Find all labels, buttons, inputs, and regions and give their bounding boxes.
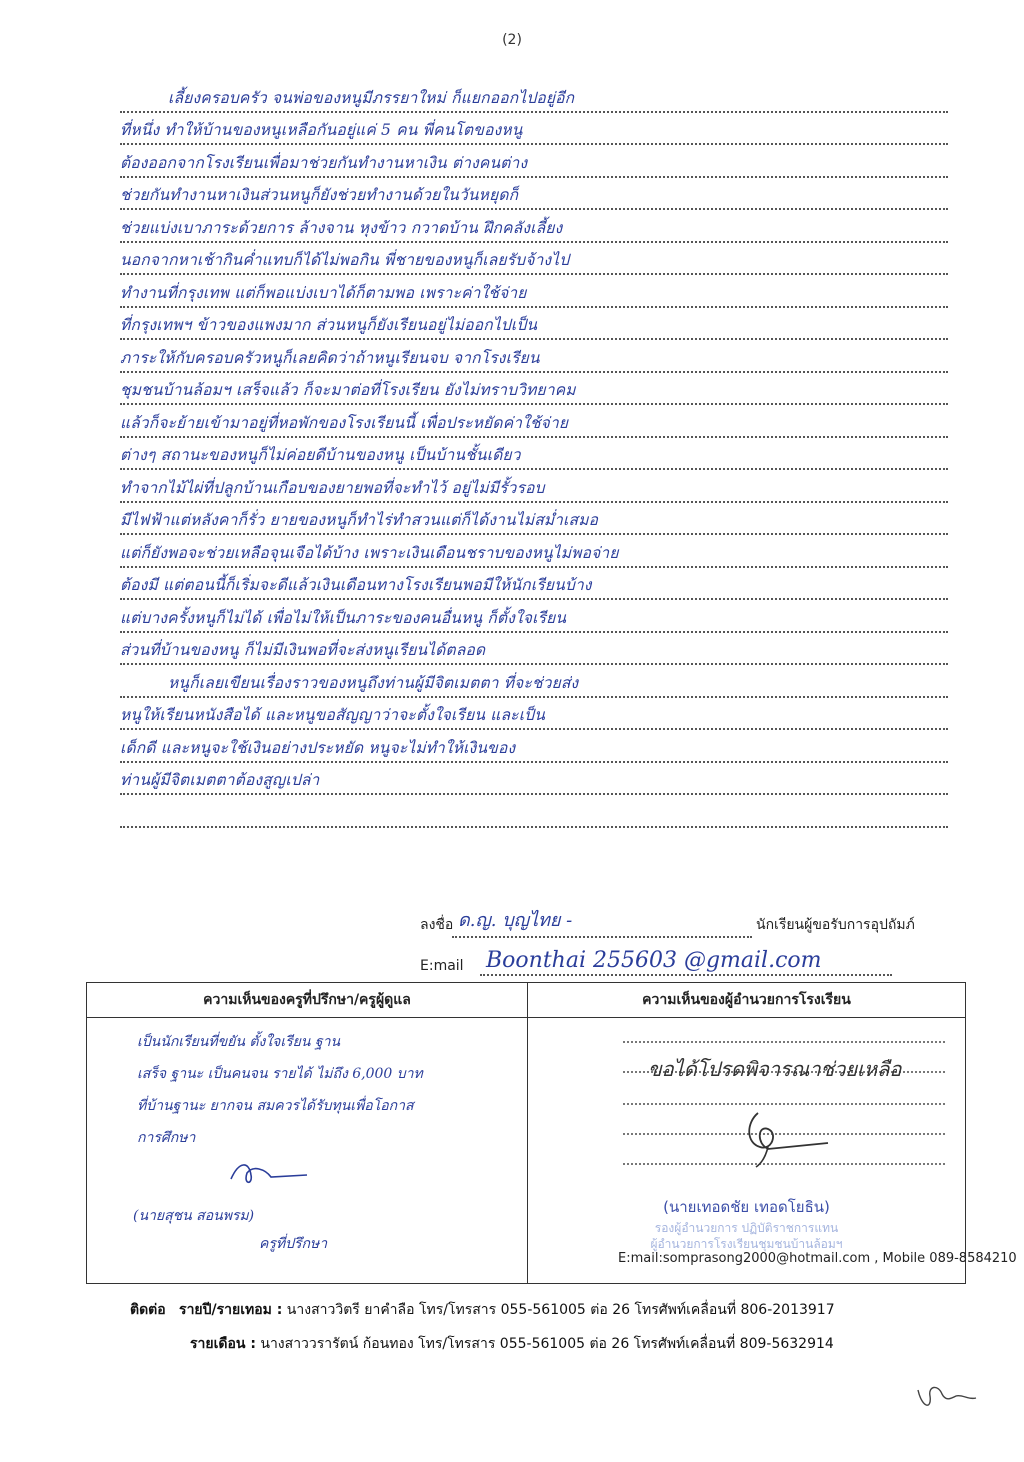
essay-line [120, 665, 948, 698]
signature-label: ลงชื่อ [420, 917, 454, 933]
essay-line [120, 275, 948, 308]
student-email-row [420, 946, 960, 976]
advisor-opinion-header: ความเห็นของครูที่ปรึกษา/ครูผู้ดูแล [87, 983, 527, 1018]
essay-line [120, 438, 948, 471]
essay-line-text: ท่านผู้มีจิตเมตตาต้องสูญเปล่า [120, 771, 320, 789]
advisor-comment-line: การศึกษา [137, 1130, 196, 1146]
essay-line [120, 795, 948, 828]
director-signature-mark [738, 1103, 848, 1173]
contact-prefix: ติดต่อ [130, 1302, 166, 1318]
essay-line [120, 535, 948, 568]
opinion-table [86, 982, 1017, 1284]
essay-line [120, 113, 948, 146]
advisor-comment-line: เสร็จ ฐานะ เป็นคนจน รายได้ ไม่ถึง 6,000 บาท [137, 1066, 423, 1082]
essay-line-text: ชุมชนบ้านล้อมฯ เสร็จแล้ว ก็จะมาต่อที่โรงเรียน ยังไม่ทราบวิทยาคม [120, 381, 576, 399]
essay-line-text: แต่ก็ยังพอจะช่วยเหลือจุนเจือได้บ้าง เพราะเงินเดือนชราบของหนูไม่พอจ่าย [120, 543, 619, 562]
comment-dotted-line [623, 1041, 945, 1043]
essay-line [120, 340, 948, 373]
director-opinion-column [528, 983, 1017, 1283]
essay-line-text: เด็กดี และหนูจะใช้เงินอย่างประหยัด หนูจะไม่ทำให้เงินของ [120, 738, 516, 757]
essay-line-text: หนูให้เรียนหนังสือได้ และหนูขอสัญญาว่าจะตั้งใจเรียน และเป็น [120, 706, 546, 724]
advisor-signer-name: (นายสุชน สอนพรม) [133, 1208, 255, 1224]
essay-line-text: ต้องออกจากโรงเรียนเพื่อมาช่วยกันทำงานหาเงิน ต่างคนต่าง [120, 153, 528, 172]
email-label: E:mail [420, 958, 464, 974]
essay-line-text: ต้องมี แต่ตอนนี้ก็เริ่มจะดีแล้วเงินเดือนทางโรงเรียนพอมีให้นักเรียนบ้าง [120, 576, 592, 594]
essay-line [120, 600, 948, 633]
essay-line [120, 568, 948, 601]
contact-row-monthly [130, 1331, 950, 1365]
contact-yearly-text: นางสาววิตรี ยาคำลือ โทร/โทรสาร 055-561005 ต่อ 26 โทรศัพท์เคลื่อนที่ 806-2013917 [286, 1302, 835, 1318]
essay-line [120, 503, 948, 536]
essay-line [120, 210, 948, 243]
essay-line-text: ภาระให้กับครอบครัวหนูก็เลยคิดว่าถ้าหนูเรียนจบ จากโรงเรียน [120, 348, 540, 367]
advisor-signer-role: ครูที่ปรึกษา [259, 1236, 328, 1252]
essay-line-text: แต่บางครั้งหนูก็ไม่ได้ เพื่อไม่ให้เป็นภาระของคนอื่นหนู ก็ตั้งใจเรียน [120, 608, 567, 627]
essay-body [120, 80, 948, 828]
director-stamp-org: ผู้อำนวยการโรงเรียนชุมชนบ้านล้อมฯ [650, 1237, 843, 1251]
student-email: Boonthai 255603 @gmail.com [486, 948, 822, 973]
essay-line-text: ช่วยกันทำงานหาเงินส่วนหนูก็ยังช่วยทำงานด้วยในวันหยุดก็ [120, 186, 519, 204]
essay-line [120, 405, 948, 438]
contact-section [130, 1297, 950, 1365]
essay-line [120, 373, 948, 406]
essay-line-text: เลี้ยงครอบครัว จนพ่อของหนูมีภรรยาใหม่ ก็แยกออกไปอยู่อีก [168, 88, 575, 107]
director-contact: E:mail:somprasong2000@hotmail.com , Mobile 089-8584210 [618, 1251, 1017, 1266]
student-name: ด.ญ. บุญไทย - [458, 910, 573, 931]
essay-line-text: ทำงานที่กรุงเทพ แต่ก็พอแบ่งเบาได้ก็ตามพอ เพราะค่าใช้จ่าย [120, 283, 527, 302]
essay-line [120, 145, 948, 178]
essay-line [120, 763, 948, 796]
essay-line-text: มีไฟฟ้าแต่หลังคาก็รั่ว ยายของหนูก็ทำไร่ทำสวนแต่ก็ได้งานไม่สม่ำเสมอ [120, 511, 599, 529]
essay-line-text: ช่วยแบ่งเบาภาระด้วยการ ล้างจาน หุงข้าว กวาดบ้าน ฝึกคลังเลี้ยง [120, 218, 563, 237]
advisor-signature-mark [225, 1155, 315, 1191]
essay-line [120, 470, 948, 503]
essay-line-text: ต่างๆ สถานะของหนูก็ไม่ค่อยดีบ้านของหนู เป็นบ้านชั้นเดียว [120, 446, 521, 464]
essay-line [120, 178, 948, 211]
essay-line [120, 243, 948, 276]
essay-line [120, 633, 948, 666]
essay-line [120, 730, 948, 763]
contact-yearly-label: รายปี/รายเทอม : [179, 1302, 283, 1318]
essay-line-text: หนูก็เลยเขียนเรื่องราวของหนูถึงท่านผู้มีจิตเมตตา ที่จะช่วยส่ง [168, 673, 579, 692]
essay-line [120, 698, 948, 731]
initials-mark [912, 1378, 982, 1412]
director-stamp-title: รองผู้อำนวยการ ปฏิบัติราชการแทน [654, 1221, 839, 1235]
advisor-comment-line: ที่บ้านฐานะ ยากจน สมควรได้รับทุนเพื่อโอกาส [137, 1098, 414, 1114]
director-stamp-name: (นายเทอดชัย เทอดโยธิน) [663, 1198, 830, 1216]
page-number: (2) [502, 32, 522, 48]
essay-line-text: แล้วก็จะย้ายเข้ามาอยู่ที่หอพักของโรงเรียนนี้ เพื่อประหยัดค่าใช้จ่าย [120, 413, 569, 432]
contact-row-yearly [130, 1297, 950, 1331]
advisor-comment-line: เป็นนักเรียนที่ขยัน ตั้งใจเรียน ฐาน [137, 1034, 341, 1050]
essay-line-text: ที่หนึ่ง ทำให้บ้านของหนูเหลือกันอยู่แค่ 5 คน พี่คนโตของหนู [120, 121, 523, 139]
student-signature-row [420, 910, 960, 940]
essay-line [120, 80, 948, 113]
advisor-opinion-column [87, 983, 528, 1283]
email-line [480, 946, 892, 976]
director-comment: ขอได้โปรดพิจารณาช่วยเหลือ [648, 1057, 902, 1081]
essay-line-text: ทำจากไม้ไผ่ที่ปลูกบ้านเกือบของยายพอที่จะทำไว้ อยู่ไม่มีรั้วรอบ [120, 478, 545, 497]
director-opinion-header: ความเห็นของผู้อำนวยการโรงเรียน [528, 983, 965, 1018]
essay-line-text: ส่วนที่บ้านของหนู ก็ไม่มีเงินพอที่จะส่งหนูเรียนได้ตลอด [120, 641, 486, 659]
signature-line [452, 908, 752, 938]
essay-line-text: ที่กรุงเทพฯ ข้าวของแพงมาก ส่วนหนูก็ยังเรียนอยู่ไม่ออกไปเป็น [120, 316, 538, 334]
essay-line-text: นอกจากหาเช้ากินค่ำแทบก็ได้ไม่พอกิน พี่ชายของหนูก็เลยรับจ้างไป [120, 251, 570, 269]
essay-line [120, 308, 948, 341]
signature-role: นักเรียนผู้ขอรับการอุปถัมภ์ [756, 917, 915, 933]
contact-monthly-text: นางสาววรารัตน์ ก้อนทอง โทร/โทรสาร 055-561005 ต่อ 26 โทรศัพท์เคลื่อนที่ 809-5632914 [260, 1336, 834, 1352]
contact-monthly-label: รายเดือน : [190, 1336, 256, 1352]
